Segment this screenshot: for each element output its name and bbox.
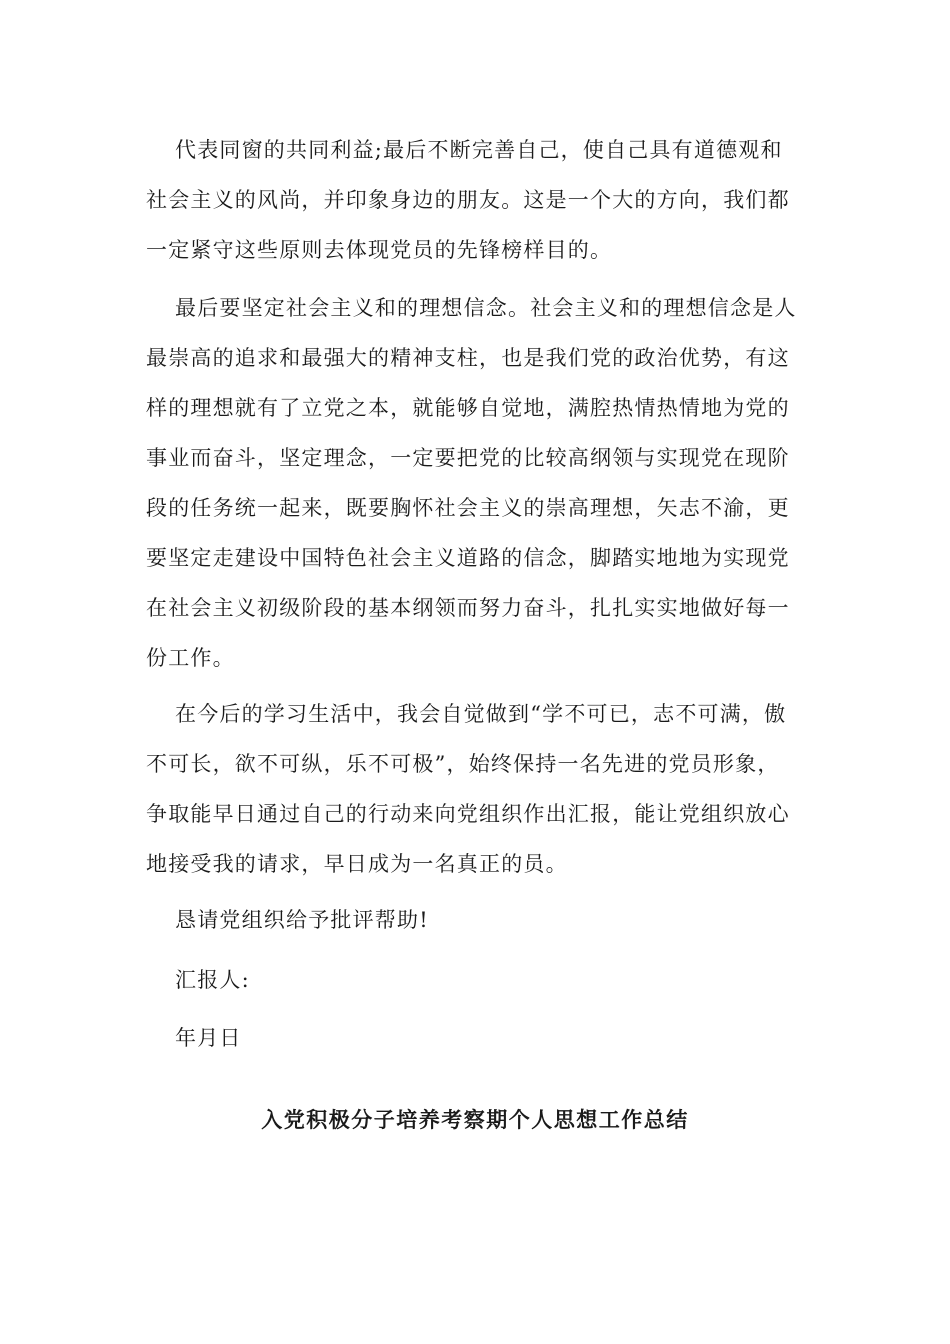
section-title: 入党积极分子培养考察期个人思想工作总结	[261, 1107, 689, 1132]
paragraph-line: 社会主义的风尚，并印象身边的朋友。这是一个大的方向，我们都	[146, 188, 790, 212]
reporter-label: 汇报人:	[175, 968, 250, 992]
date-label: 年月日	[175, 1026, 242, 1050]
paragraph-line: 在今后的学习生活中，我会自觉做到“学不可已，志不可满，傲	[175, 702, 787, 726]
closing-request: 恳请党组织给予批评帮助!	[175, 908, 429, 932]
paragraph-line: 争取能早日通过自己的行动来向党组织作出汇报，能让党组织放心	[146, 802, 790, 826]
paragraph-line: 样的理想就有了立党之本，就能够自觉地，满腔热情热情地为党的	[146, 396, 790, 420]
paragraph-line: 地接受我的请求，早日成为一名真正的员。	[146, 852, 568, 876]
paragraph-line: 最崇高的追求和最强大的精神支柱，也是我们党的政治优势，有这	[146, 346, 790, 370]
paragraph-line: 不可长，欲不可纵，乐不可极”，始终保持一名先进的党员形象，	[146, 752, 780, 776]
paragraph-line: 在社会主义初级阶段的基本纲领而努力奋斗，扎扎实实地做好每一	[146, 596, 790, 620]
paragraph-line: 一定紧守这些原则去体现党员的先锋榜样目的。	[146, 238, 613, 262]
paragraph-line: 最后要坚定社会主义和的理想信念。社会主义和的理想信念是人	[175, 296, 797, 320]
paragraph-line: 要坚定走建设中国特色社会主义道路的信念，脚踏实地地为实现党	[146, 546, 790, 570]
paragraph-line: 代表同窗的共同利益;最后不断完善自己，使自己具有道德观和	[175, 138, 783, 162]
paragraph-line: 事业而奋斗，坚定理念，一定要把党的比较高纲领与实现党在现阶	[146, 446, 790, 470]
paragraph-line: 份工作。	[146, 646, 235, 670]
paragraph-line: 段的任务统一起来，既要胸怀社会主义的崇高理想，矢志不渝，更	[146, 496, 790, 520]
